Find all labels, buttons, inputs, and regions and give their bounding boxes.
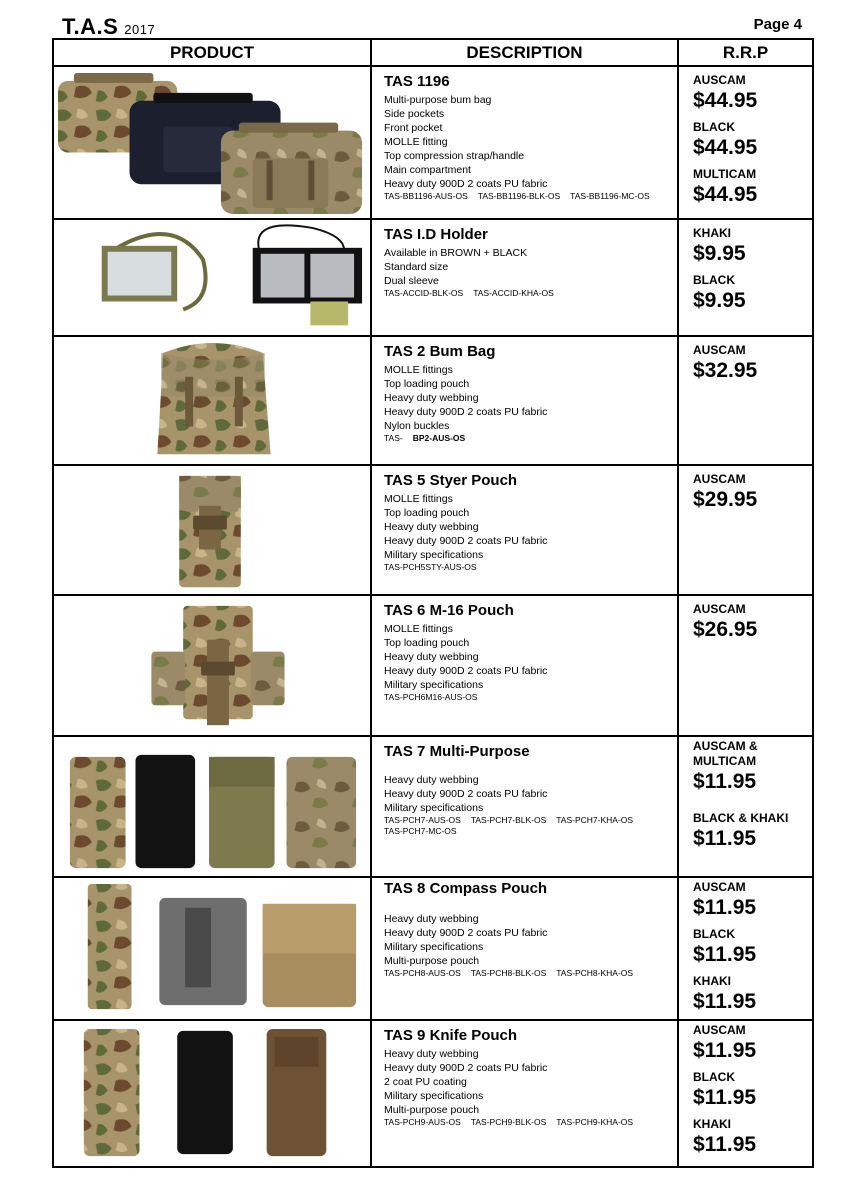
feature-item: Heavy duty 900D 2 coats PU fabric [384,178,548,190]
price-variant-label: AUSCAM & MULTICAM [693,738,758,768]
description-cell [371,465,678,594]
feature-item: Military specifications [384,801,484,814]
price-value: $32.95 [693,359,758,383]
price-variant-label: AUSCAM [693,472,746,487]
description-cell [371,877,678,1020]
product-row-tas-1196 [53,66,813,219]
price-variant-label: AUSCAM [693,1022,746,1037]
product-image-cell [53,877,371,1020]
feature-item: MOLLE fitting [384,136,448,148]
product-title: TAS 5 Styer Pouch [384,472,518,490]
feature-item: Heavy duty 900D 2 coats PU fabric [384,787,548,800]
description-cell [371,1020,678,1167]
sku-code: TAS-PCH9-AUS-OS [384,1116,461,1127]
product-image-multi-purpose-pouches [54,737,370,876]
column-header-description: DESCRIPTION [371,39,678,66]
product-row-tas-2-bum-bag [53,336,813,465]
sku-code: TAS-PCH7-BLK-OS [470,814,547,825]
price-cell [678,877,813,1020]
price-variant-label: KHAKI [693,226,731,241]
product-row-id-holder [53,219,813,336]
product-image-cell [53,1020,371,1167]
price-value: $26.95 [693,617,758,641]
feature-item: Heavy duty 900D 2 coats PU fabric [384,926,548,939]
price-variant-label: BLACK [693,273,735,288]
sku-code: TAS-BB1196-AUS-OS [384,191,468,201]
sku-code: TAS-PCH8-KHA-OS [556,967,634,978]
price-value: $11.95 [693,769,757,793]
description-cell [371,336,678,465]
price-value: $44.95 [693,89,758,112]
feature-item: Military specifications [384,549,484,562]
product-title: TAS 8 Compass Pouch [384,879,548,897]
feature-item: Top loading pouch [384,378,470,391]
sku-list [384,815,669,837]
product-image-id-holder [54,220,370,335]
feature-item: Dual sleeve [384,275,439,288]
feature-item: Multi-purpose pouch [384,1103,480,1116]
feature-item: Side pockets [384,108,445,120]
product-title: TAS 1196 [384,73,450,90]
feature-item: Available in BROWN + BLACK [384,247,528,260]
description-cell [371,595,678,736]
feature-item: Heavy duty 900D 2 coats PU fabric [384,1061,548,1074]
product-title: TAS I.D Holder [384,226,488,244]
feature-item: MOLLE fittings [384,364,453,377]
product-title: TAS 9 Knife Pouch [384,1026,518,1044]
price-value: $11.95 [693,1038,757,1062]
feature-item: Front pocket [384,122,443,134]
sku-list [384,692,669,703]
sku-list [384,433,669,444]
feature-item: Heavy duty webbing [384,1047,479,1060]
sku-code: TAS-ACCID-BLK-OS [384,288,464,299]
product-image-cell [53,736,371,877]
price-variant-label: AUSCAM [693,601,746,616]
product-row-tas-7-multi-purpose [53,736,813,877]
price-variant-label: AUSCAM [693,73,746,87]
feature-item: Heavy duty webbing [384,912,479,925]
product-title: TAS 7 Multi-Purpose [384,742,530,760]
column-header-product: PRODUCT [53,39,371,66]
price-variant-label: AUSCAM [693,879,746,894]
feature-item: Top loading pouch [384,507,470,520]
price-cell [678,336,813,465]
sku-list [384,1117,669,1128]
feature-item: Nylon buckles [384,420,450,433]
sku-code: TAS-PCH9-KHA-OS [556,1116,634,1127]
sku-list [384,562,669,573]
product-image-bum-bag [54,337,370,464]
description-cell [371,736,678,877]
sku-code: TAS-ACCID-KHA-OS [473,288,554,299]
product-image-cell [53,465,371,594]
feature-item: Heavy duty 900D 2 coats PU fabric [384,664,548,677]
column-header-rrp: R.R.P [678,39,813,66]
product-row-tas-5-styer-pouch [53,465,813,594]
product-row-tas-8-compass-pouch [53,877,813,1020]
price-value: $44.95 [693,136,758,159]
price-variant-label: AUSCAM [693,343,746,358]
feature-item: Heavy duty 900D 2 coats PU fabric [384,406,548,419]
price-cell [678,66,813,219]
feature-item: Military specifications [384,940,484,953]
feature-item: 2 coat PU coating [384,1075,467,1088]
sku-code: TAS-PCH8-AUS-OS [384,967,461,978]
price-variant-label: BLACK [693,1069,735,1084]
price-value: $11.95 [693,826,757,850]
feature-item: Heavy duty 900D 2 coats PU fabric [384,535,548,548]
page-number: Page 4 [753,16,802,33]
price-variant-label: KHAKI [693,973,731,988]
price-cell [678,465,813,594]
price-cell [678,219,813,336]
sku-code: TAS-PCH5STY-AUS-OS [384,562,477,573]
price-cell [678,1020,813,1167]
sku-list [384,288,669,299]
product-title: TAS 6 M-16 Pouch [384,601,514,619]
product-image-cell [53,336,371,465]
sku-code: TAS-BB1196-MC-OS [570,191,650,201]
feature-item: MOLLE fittings [384,622,453,635]
description-cell [371,219,678,336]
feature-item: Standard size [384,261,449,274]
brand-title: T.A.S 2017 [62,14,156,39]
price-value: $11.95 [693,1132,757,1156]
sku-code: TAS-BB1196-BLK-OS [477,191,561,201]
feature-item: Main compartment [384,164,471,176]
sku-code: TAS-PCH8-BLK-OS [470,967,547,978]
price-value: $44.95 [693,183,758,206]
price-value: $9.95 [693,289,746,313]
product-image-m16-pouch [54,596,370,735]
product-image-cell [53,595,371,736]
price-variant-label: BLACK [693,926,735,941]
price-cell [678,595,813,736]
description-cell [371,66,678,219]
sku-code: TAS- BP2-AUS-OS [384,433,466,444]
sku-list [384,191,669,202]
product-table [52,38,814,1168]
product-image-styer-pouch [54,466,370,593]
price-variant-label: BLACK & KHAKI [693,810,789,825]
feature-item: Top compression strap/handle [384,150,525,162]
feature-item: Military specifications [384,678,484,691]
product-title: TAS 2 Bum Bag [384,343,496,361]
sku-code: TAS-PCH7-KHA-OS [556,814,634,825]
price-value: $11.95 [693,942,757,966]
feature-item: Multi-purpose pouch [384,954,480,967]
feature-item: Military specifications [384,1089,484,1102]
feature-item: Top loading pouch [384,636,470,649]
product-image-cell [53,66,371,219]
product-image-cell [53,219,371,336]
feature-item: Heavy duty webbing [384,773,479,786]
price-variant-label: MULTICAM [693,167,757,181]
product-row-tas-6-m16-pouch [53,595,813,736]
price-cell [678,736,813,877]
product-image-compass-pouches [54,878,370,1017]
product-image-bum-bags [54,67,370,218]
feature-item: Heavy duty webbing [384,521,479,534]
feature-item: Heavy duty webbing [384,650,479,663]
price-value: $29.95 [693,488,758,512]
price-variant-label: BLACK [693,120,735,134]
sku-code: TAS-PCH7-MC-OS [384,825,457,836]
price-value: $9.95 [693,242,746,266]
sku-code: TAS-PCH9-BLK-OS [470,1116,547,1127]
sku-code: TAS-PCH7-AUS-OS [384,814,461,825]
price-value: $11.95 [693,1085,757,1109]
catalog-year: 2017 [124,22,156,37]
product-image-knife-pouches [54,1021,370,1166]
price-variant-label: KHAKI [693,1116,731,1131]
price-value: $11.95 [693,989,757,1013]
sku-code: TAS-PCH6M16-AUS-OS [384,691,478,702]
feature-item: MOLLE fittings [384,493,453,506]
price-value: $11.95 [693,895,757,919]
feature-item: Multi-purpose bum bag [384,94,492,106]
feature-item: Heavy duty webbing [384,392,479,405]
sku-list [384,968,669,979]
product-row-tas-9-knife-pouch [53,1020,813,1167]
